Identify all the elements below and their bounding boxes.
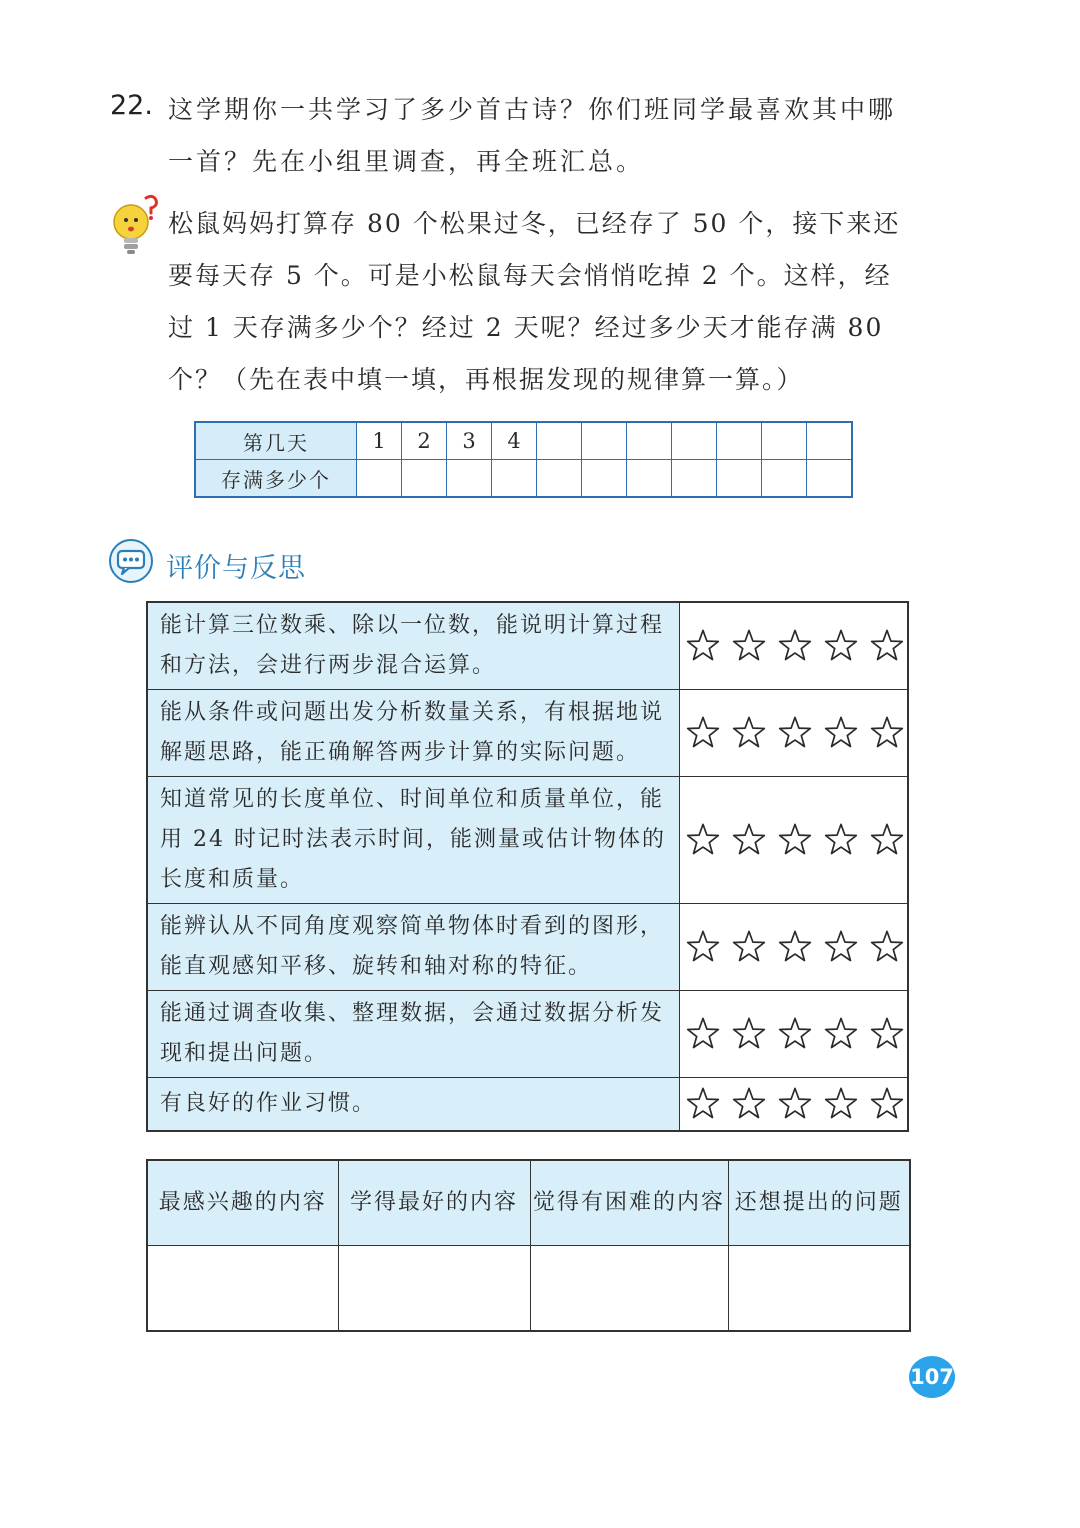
day-cell[interactable] [717,422,762,460]
day-cell[interactable] [582,422,627,460]
reflection-answer-row [147,1246,910,1332]
day-cell[interactable] [762,422,807,460]
question-text: 这学期你一共学习了多少首古诗？你们班同学最喜欢其中哪一首？先在小组里调查，再全班汇总。 [168,95,897,176]
amount-cell[interactable] [627,460,672,498]
reflection-table [146,1159,911,1332]
star-icon[interactable] [776,1016,814,1052]
star-rating[interactable] [680,991,909,1078]
star-icon[interactable] [822,1016,860,1052]
day-cell: 2 [402,422,447,460]
amount-cell[interactable] [402,460,447,498]
amount-cell[interactable] [672,460,717,498]
evaluation-row [147,777,908,904]
amount-row [195,460,852,498]
star-icon[interactable] [684,1016,722,1052]
day-cell[interactable] [537,422,582,460]
star-icon[interactable] [684,1086,722,1122]
star-icon[interactable] [776,715,814,751]
reflection-header: 学得最好的内容 [338,1160,530,1246]
star-rating[interactable] [680,904,909,991]
evaluation-row [147,602,908,690]
star-icon[interactable] [730,1016,768,1052]
reflection-answer-cell[interactable] [147,1246,338,1332]
star-rating[interactable] [680,690,909,777]
star-icon[interactable] [822,1086,860,1122]
star-icon[interactable] [684,715,722,751]
criterion-text: 能通过调查收集、整理数据，会通过数据分析发现和提出问题。 [147,991,680,1078]
amount-cell[interactable] [537,460,582,498]
amount-cell[interactable] [717,460,762,498]
day-cell: 3 [447,422,492,460]
evaluation-row [147,904,908,991]
evaluation-row [147,1078,908,1131]
amount-cell[interactable] [762,460,807,498]
day-cell: 1 [357,422,402,460]
star-icon[interactable] [868,929,906,965]
reflection-header: 觉得有困难的内容 [530,1160,728,1246]
star-icon[interactable] [730,929,768,965]
criterion-text: 有良好的作业习惯。 [147,1078,680,1131]
day-row-label: 第几天 [195,422,357,460]
star-icon[interactable] [822,715,860,751]
thinking-bulb-icon [106,192,164,262]
criterion-text: 知道常见的长度单位、时间单位和质量单位，能用 24 时记时法表示时间，能测量或估计物体的长度和质量。 [147,777,680,904]
criterion-text: 能从条件或问题出发分析数量关系，有根据地说解题思路，能正确解答两步计算的实际问题。 [147,690,680,777]
star-icon[interactable] [868,1016,906,1052]
star-icon[interactable] [776,822,814,858]
amount-cell[interactable] [582,460,627,498]
criterion-text: 能辨认从不同角度观察简单物体时看到的图形，能直观感知平移、旋转和轴对称的特征。 [147,904,680,991]
chat-bubble-icon [108,538,154,584]
star-icon[interactable] [822,929,860,965]
amount-cell[interactable] [807,460,853,498]
day-cell[interactable] [627,422,672,460]
star-icon[interactable] [776,929,814,965]
section-title: 评价与反思 [166,553,306,584]
question-number: 22. [110,90,153,121]
star-icon[interactable] [776,1086,814,1122]
star-icon[interactable] [868,822,906,858]
evaluation-row [147,690,908,777]
amount-cell[interactable] [492,460,537,498]
star-icon[interactable] [868,715,906,751]
star-icon[interactable] [822,628,860,664]
reflection-answer-cell[interactable] [530,1246,728,1332]
problem-text: 松鼠妈妈打算存 80 个松果过冬，已经存了 50 个，接下来还要每天存 5 个。可是小松鼠每天会悄悄吃掉 2 个。这样，经过 1 天存满多少个？经过 2 天呢？经过多少天才能存满 80 个？（先在表中填一填，再根据发现的规律算一算。） [168,209,901,394]
reflection-header: 还想提出的问题 [728,1160,910,1246]
reflection-answer-cell[interactable] [728,1246,910,1332]
evaluation-row [147,991,908,1078]
day-cell[interactable] [672,422,717,460]
star-icon[interactable] [868,628,906,664]
star-icon[interactable] [684,822,722,858]
star-icon[interactable] [730,822,768,858]
criterion-text: 能计算三位数乘、除以一位数，能说明计算过程和方法，会进行两步混合运算。 [147,602,680,690]
star-icon[interactable] [730,1086,768,1122]
star-icon[interactable] [822,822,860,858]
amount-cell[interactable] [447,460,492,498]
star-rating[interactable] [680,602,909,690]
fill-in-table [194,421,853,498]
reflection-answer-cell[interactable] [338,1246,530,1332]
day-cell: 4 [492,422,537,460]
reflection-header: 最感兴趣的内容 [147,1160,338,1246]
star-icon[interactable] [730,715,768,751]
evaluation-table [146,601,909,1132]
star-icon[interactable] [684,929,722,965]
star-icon[interactable] [776,628,814,664]
star-icon[interactable] [730,628,768,664]
star-icon[interactable] [684,628,722,664]
star-rating[interactable] [680,777,909,904]
page-number: 107 [909,1356,955,1398]
day-row [195,422,852,460]
reflection-header-row [147,1160,910,1246]
amount-row-label: 存满多少个 [195,460,357,498]
amount-cell[interactable] [357,460,402,498]
day-cell[interactable] [807,422,853,460]
star-rating[interactable] [680,1078,909,1131]
star-icon[interactable] [868,1086,906,1122]
